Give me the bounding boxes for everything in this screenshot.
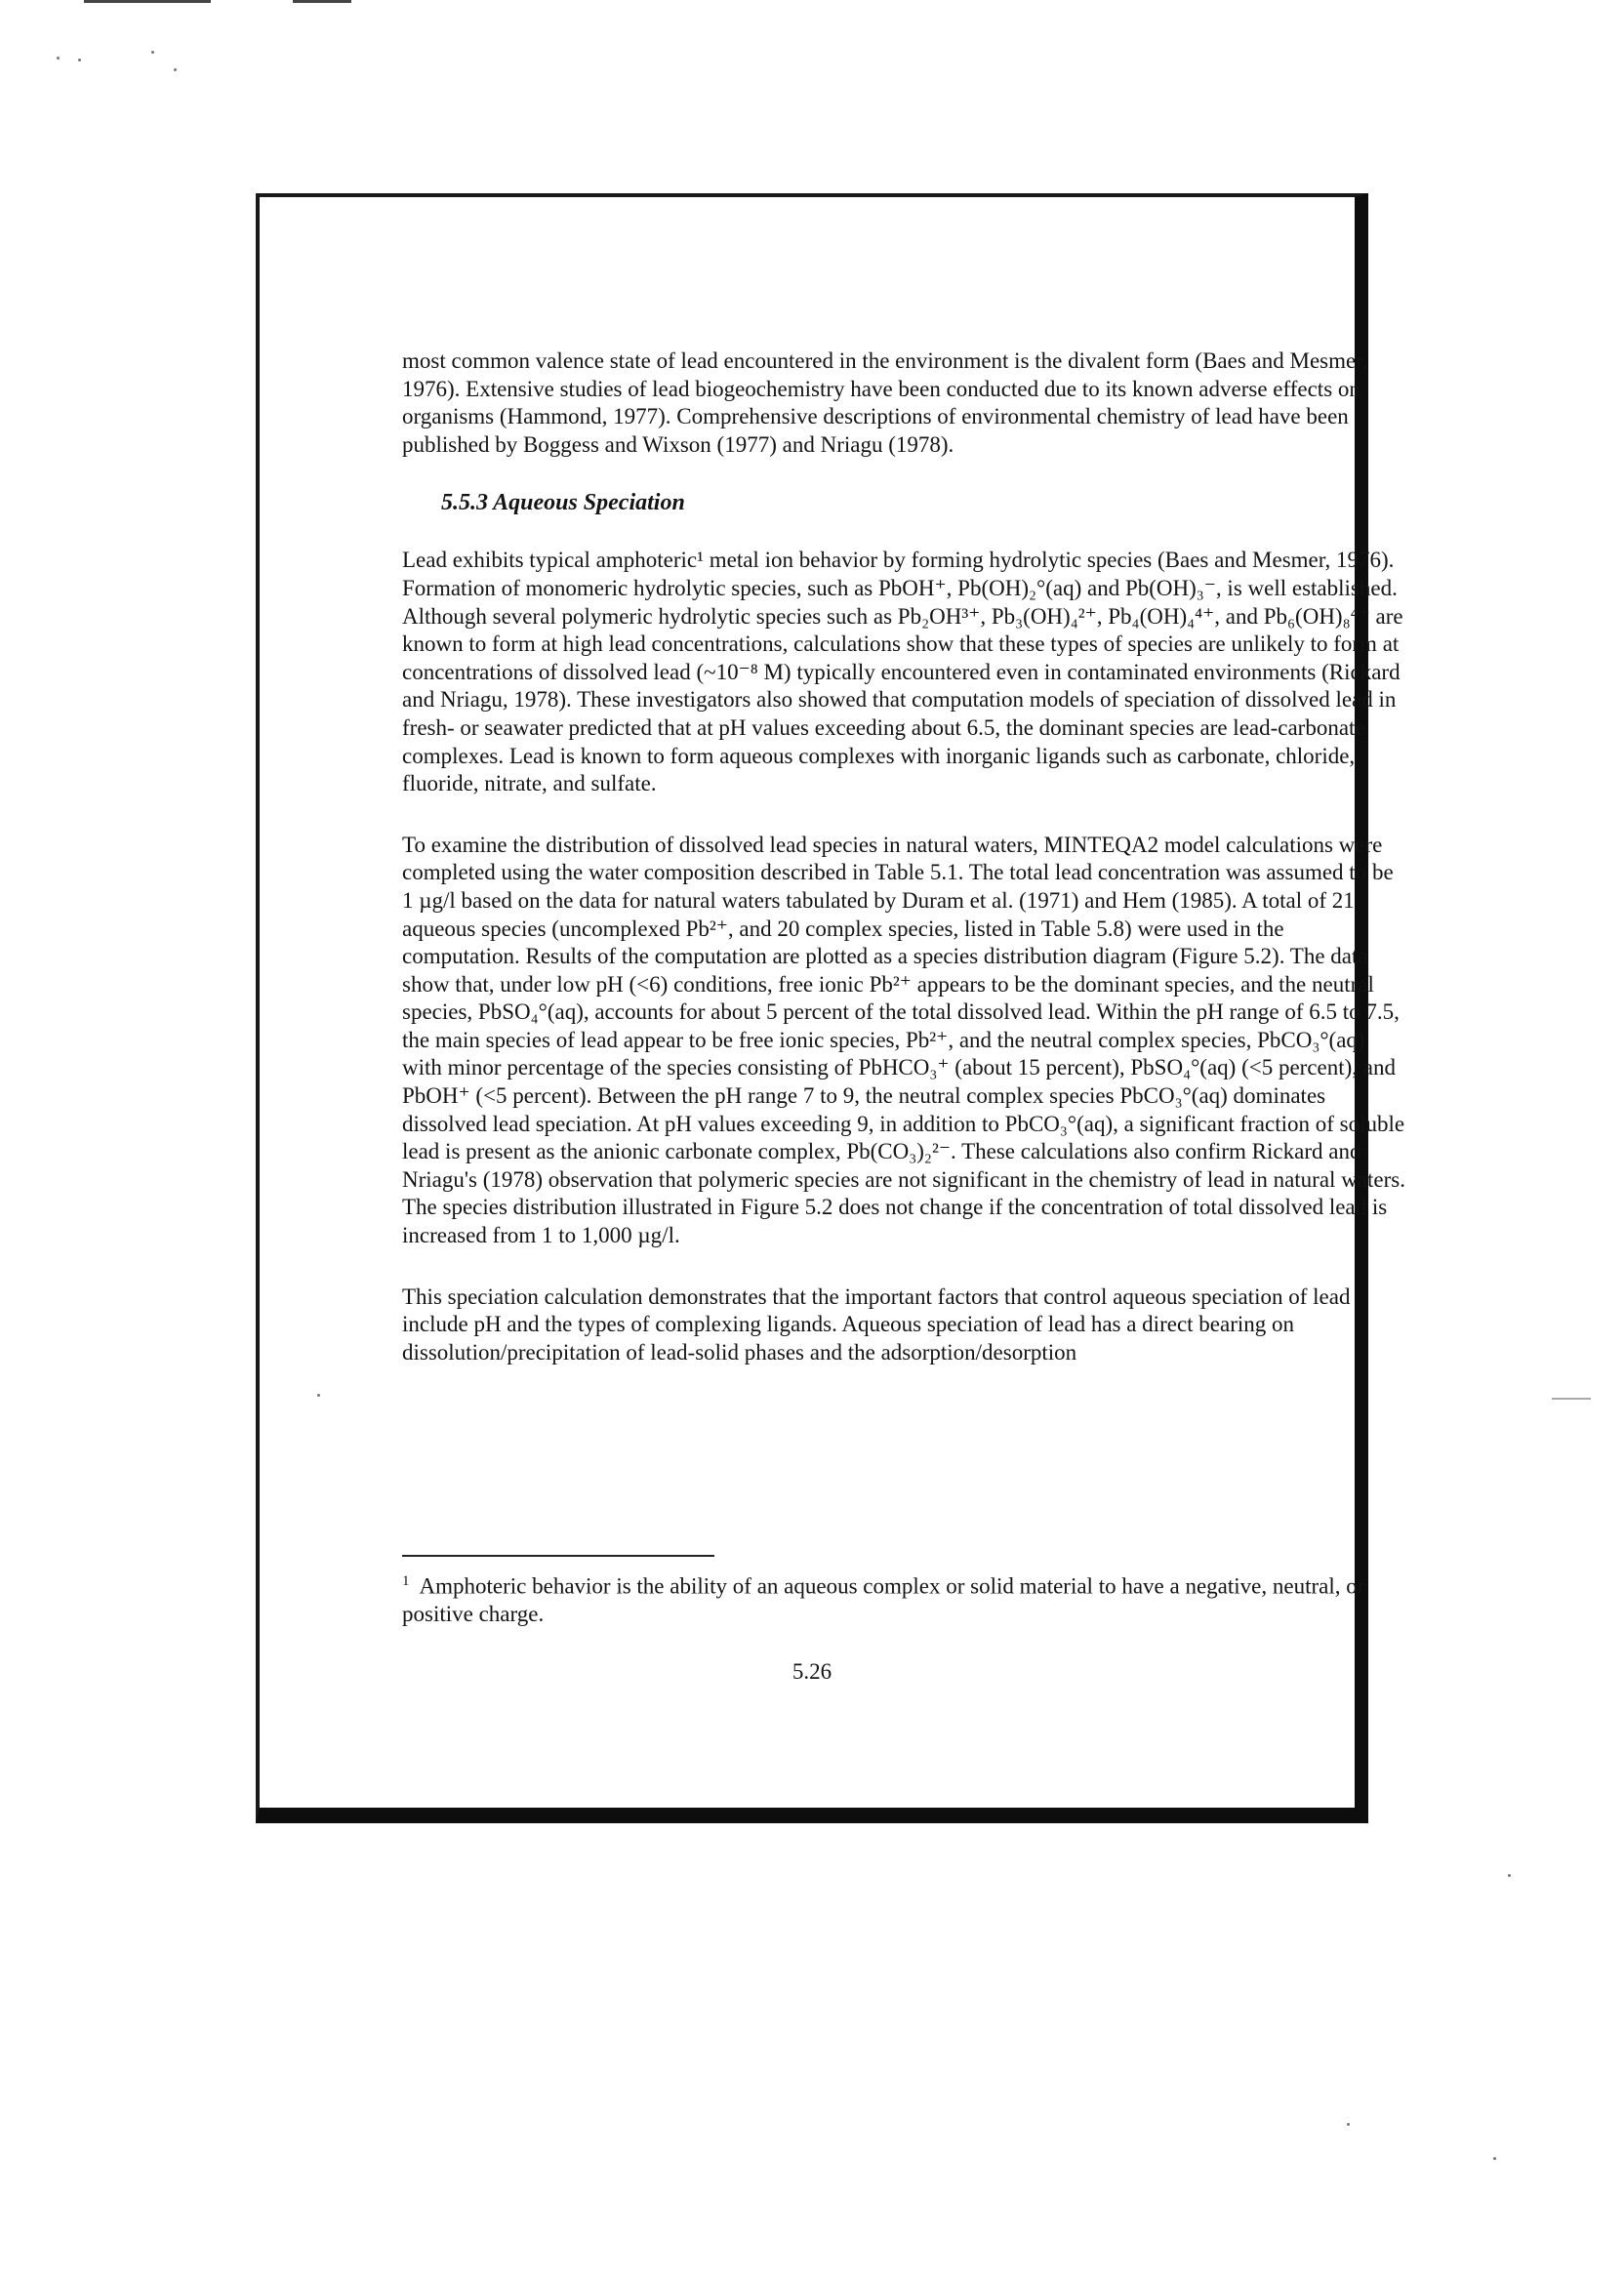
scan-edge-line: [293, 0, 351, 3]
document-body: [402, 347, 1407, 1366]
scan-speck: [78, 59, 81, 61]
scan-speck: [1347, 2123, 1350, 2126]
footnote-divider: [402, 1555, 714, 1557]
footnote: [402, 1568, 1407, 1629]
scan-mark: [1552, 1398, 1591, 1400]
scan-speck: [1508, 1874, 1511, 1877]
section-heading: 5.5.3 Aqueous Speciation: [441, 490, 685, 516]
scan-speck: [1493, 2157, 1496, 2160]
paragraph-minteqa2: To examine the distribution of dissolved lead species in natural waters, MINTEQA2 model calculations were completed using the water composition described in Table 5.1. The total lead concentration was assumed to be 1 µg/l based on the data for natural waters tabulated by Duram et al. (1971) and Hem (1985). A total of 21 aqueous species (uncomplexed Pb²⁺, and 20 complex species, listed in Table 5.8) were used in the computation. Results of the computation are plotted as a species distribution diagram (Figure 5.2). The data show that, under low pH (<6) conditions, free ionic Pb²⁺ appears to be the dominant species, and the neutral species, PbSO₄°(aq), accounts for about 5 percent of the total dissolved lead. Within the pH range of 6.5 to 7.5, the main species of lead appear to be free ionic species, Pb²⁺, and the neutral complex species, PbCO₃°(aq) with minor percentage of the species consisting of PbHCO₃⁺ (about 15 percent), PbSO₄°(aq) (<5 percent), and PbOH⁺ (<5 percent). Between the pH range 7 to 9, the neutral complex species PbCO₃°(aq) dominates dissolved lead speciation. At pH values exceeding 9, in addition to PbCO₃°(aq), a significant fraction of soluble lead is present as the anionic carbonate complex, Pb(CO₃)₂²⁻. These calculations also confirm Rickard and Nriagu's (1978) observation that polymeric species are not significant in the chemistry of lead in natural waters. The species distribution illustrated in Figure 5.2 does not change if the concentration of total dissolved lead is increased from 1 to 1,000 µg/l.: [402, 832, 1405, 1248]
footnote-marker: 1: [402, 1573, 410, 1589]
scan-speck: [151, 51, 154, 54]
paragraph-amphoteric: Lead exhibits typical amphoteric¹ metal ion behavior by forming hydrolytic species (Baes and Mesmer, 1976). Formation of monomeric hydrolytic species, such as PbOH⁺, Pb(OH)₂°(aq) and Pb(OH)₃⁻, is well established. Although several polymeric hydrolytic species such as Pb₂OH³⁺, Pb₃(OH)₄²⁺, Pb₄(OH)₄⁴⁺, and Pb₆(OH)₈⁴⁺ are known to form at high lead concentrations, calculations show that these types of species are unlikely to form at concentrations of dissolved lead (~10⁻⁸ M) typically encountered even in contaminated environments (Rickard and Nriagu, 1978). These investigators also showed that computation models of speciation of dissolved lead in fresh- or seawater predicted that at pH values exceeding about 6.5, the dominant species are lead-carbonate complexes. Lead is known to form aqueous complexes with inorganic ligands such as carbonate, chloride, fluoride, nitrate, and sulfate.: [402, 548, 1403, 796]
scan-edge-line: [84, 0, 211, 3]
paragraph-speciation-factors: This speciation calculation demonstrates that the important factors that control aqueous speciation of lead include pH and the types of complexing ligands. Aqueous speciation of lead has a direct bearing on dissolution/precipitation of lead-solid phases and the adsorption/desorption: [402, 1284, 1351, 1365]
paragraph-lead-valence: most common valence state of lead encountered in the environment is the divalent form (Baes and Mesmer, 1976). Extensive studies of lead biogeochemistry have been conducted due to its known adverse effects on organisms (Hammond, 1977). Comprehensive descriptions of environmental chemistry of lead have been published by Boggess and Wixson (1977) and Nriagu (1978).: [402, 348, 1368, 457]
footnote-text: Amphoteric behavior is the ability of an aqueous complex or solid material to have a negative, neutral, or positive charge.: [402, 1573, 1365, 1627]
scan-speck: [174, 68, 177, 71]
scan-speck: [57, 57, 60, 60]
page-number: 5.26: [792, 1659, 832, 1684]
